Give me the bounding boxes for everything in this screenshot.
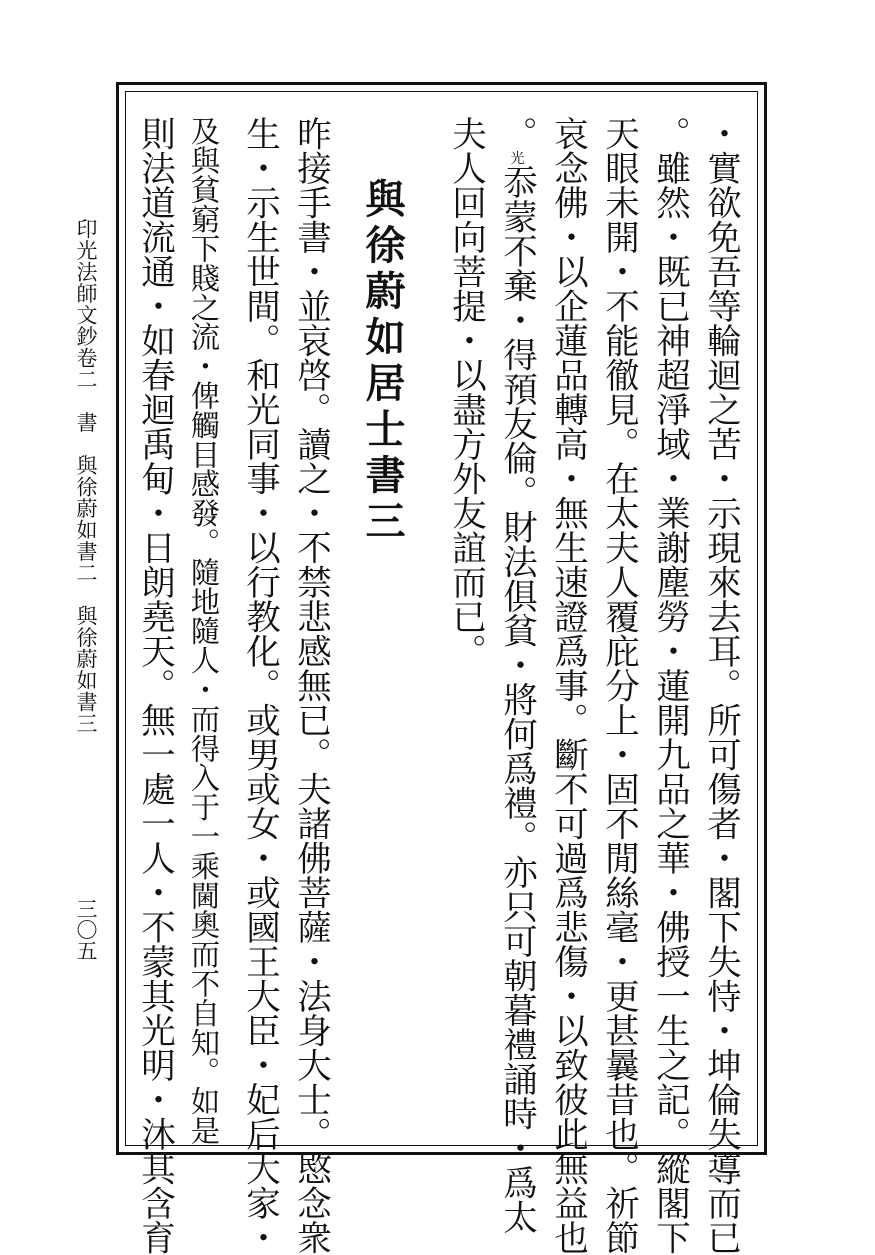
page-number: 三〇五 <box>74 898 98 961</box>
letter-title: 與徐蔚如居士書三 <box>359 178 406 546</box>
text-column-10: 則法道流通・如春迴禹甸・日朗堯天。無一處一人・不蒙其光明・沐其含育 <box>134 116 175 1255</box>
text-column-7: 昨接手書・並哀啓。讀之・不禁悲感無已。夫諸佛菩薩・法身大士。愍念衆 <box>290 116 331 1255</box>
text-column-6: 夫人回向菩提・以盡方外友誼而已。 <box>445 116 486 668</box>
running-title: 印光法師文鈔卷二 書 與徐蔚如書二 與徐蔚如書三 <box>74 218 98 734</box>
text-column-5 <box>496 116 537 1234</box>
text-column-4: 哀念佛・以企蓮品轉高・無生速證爲事。斷不可過爲悲傷・以致彼此無益也 <box>547 116 588 1255</box>
text-column-5-text: 忝蒙不棄・得預友倫。財法俱貧・將何爲禮。亦只可朝暮禮誦時・爲太 <box>496 164 537 1234</box>
text-column-2: 。雖然・既已神超淨域・業謝塵勞・蓮開九品之華・佛授一生之記。縱閣下 <box>649 116 690 1255</box>
interlinear-note: 光 <box>508 150 525 165</box>
text-column-9: 及與貧窮下賤之流・俾觸目感發。隨地隨人・而得入于一乘閫奧而不自知。如是 <box>186 116 221 1145</box>
text-column-1: ・實欲免吾等輪迴之苦・示現來去耳。所可傷者・閣下失恃・坤倫失導而已 <box>700 116 741 1255</box>
text-column-8: 生・示生世間。和光同事・以行教化。或男或女・或國王大臣・妃后大家・ <box>239 116 280 1255</box>
text-column-5-mark: 。 <box>496 116 537 151</box>
text-column-3: 天眼未開・不能徹見。在太夫人覆庇分上・固不閒絲毫・更甚曩昔也。祈節 <box>598 116 639 1255</box>
